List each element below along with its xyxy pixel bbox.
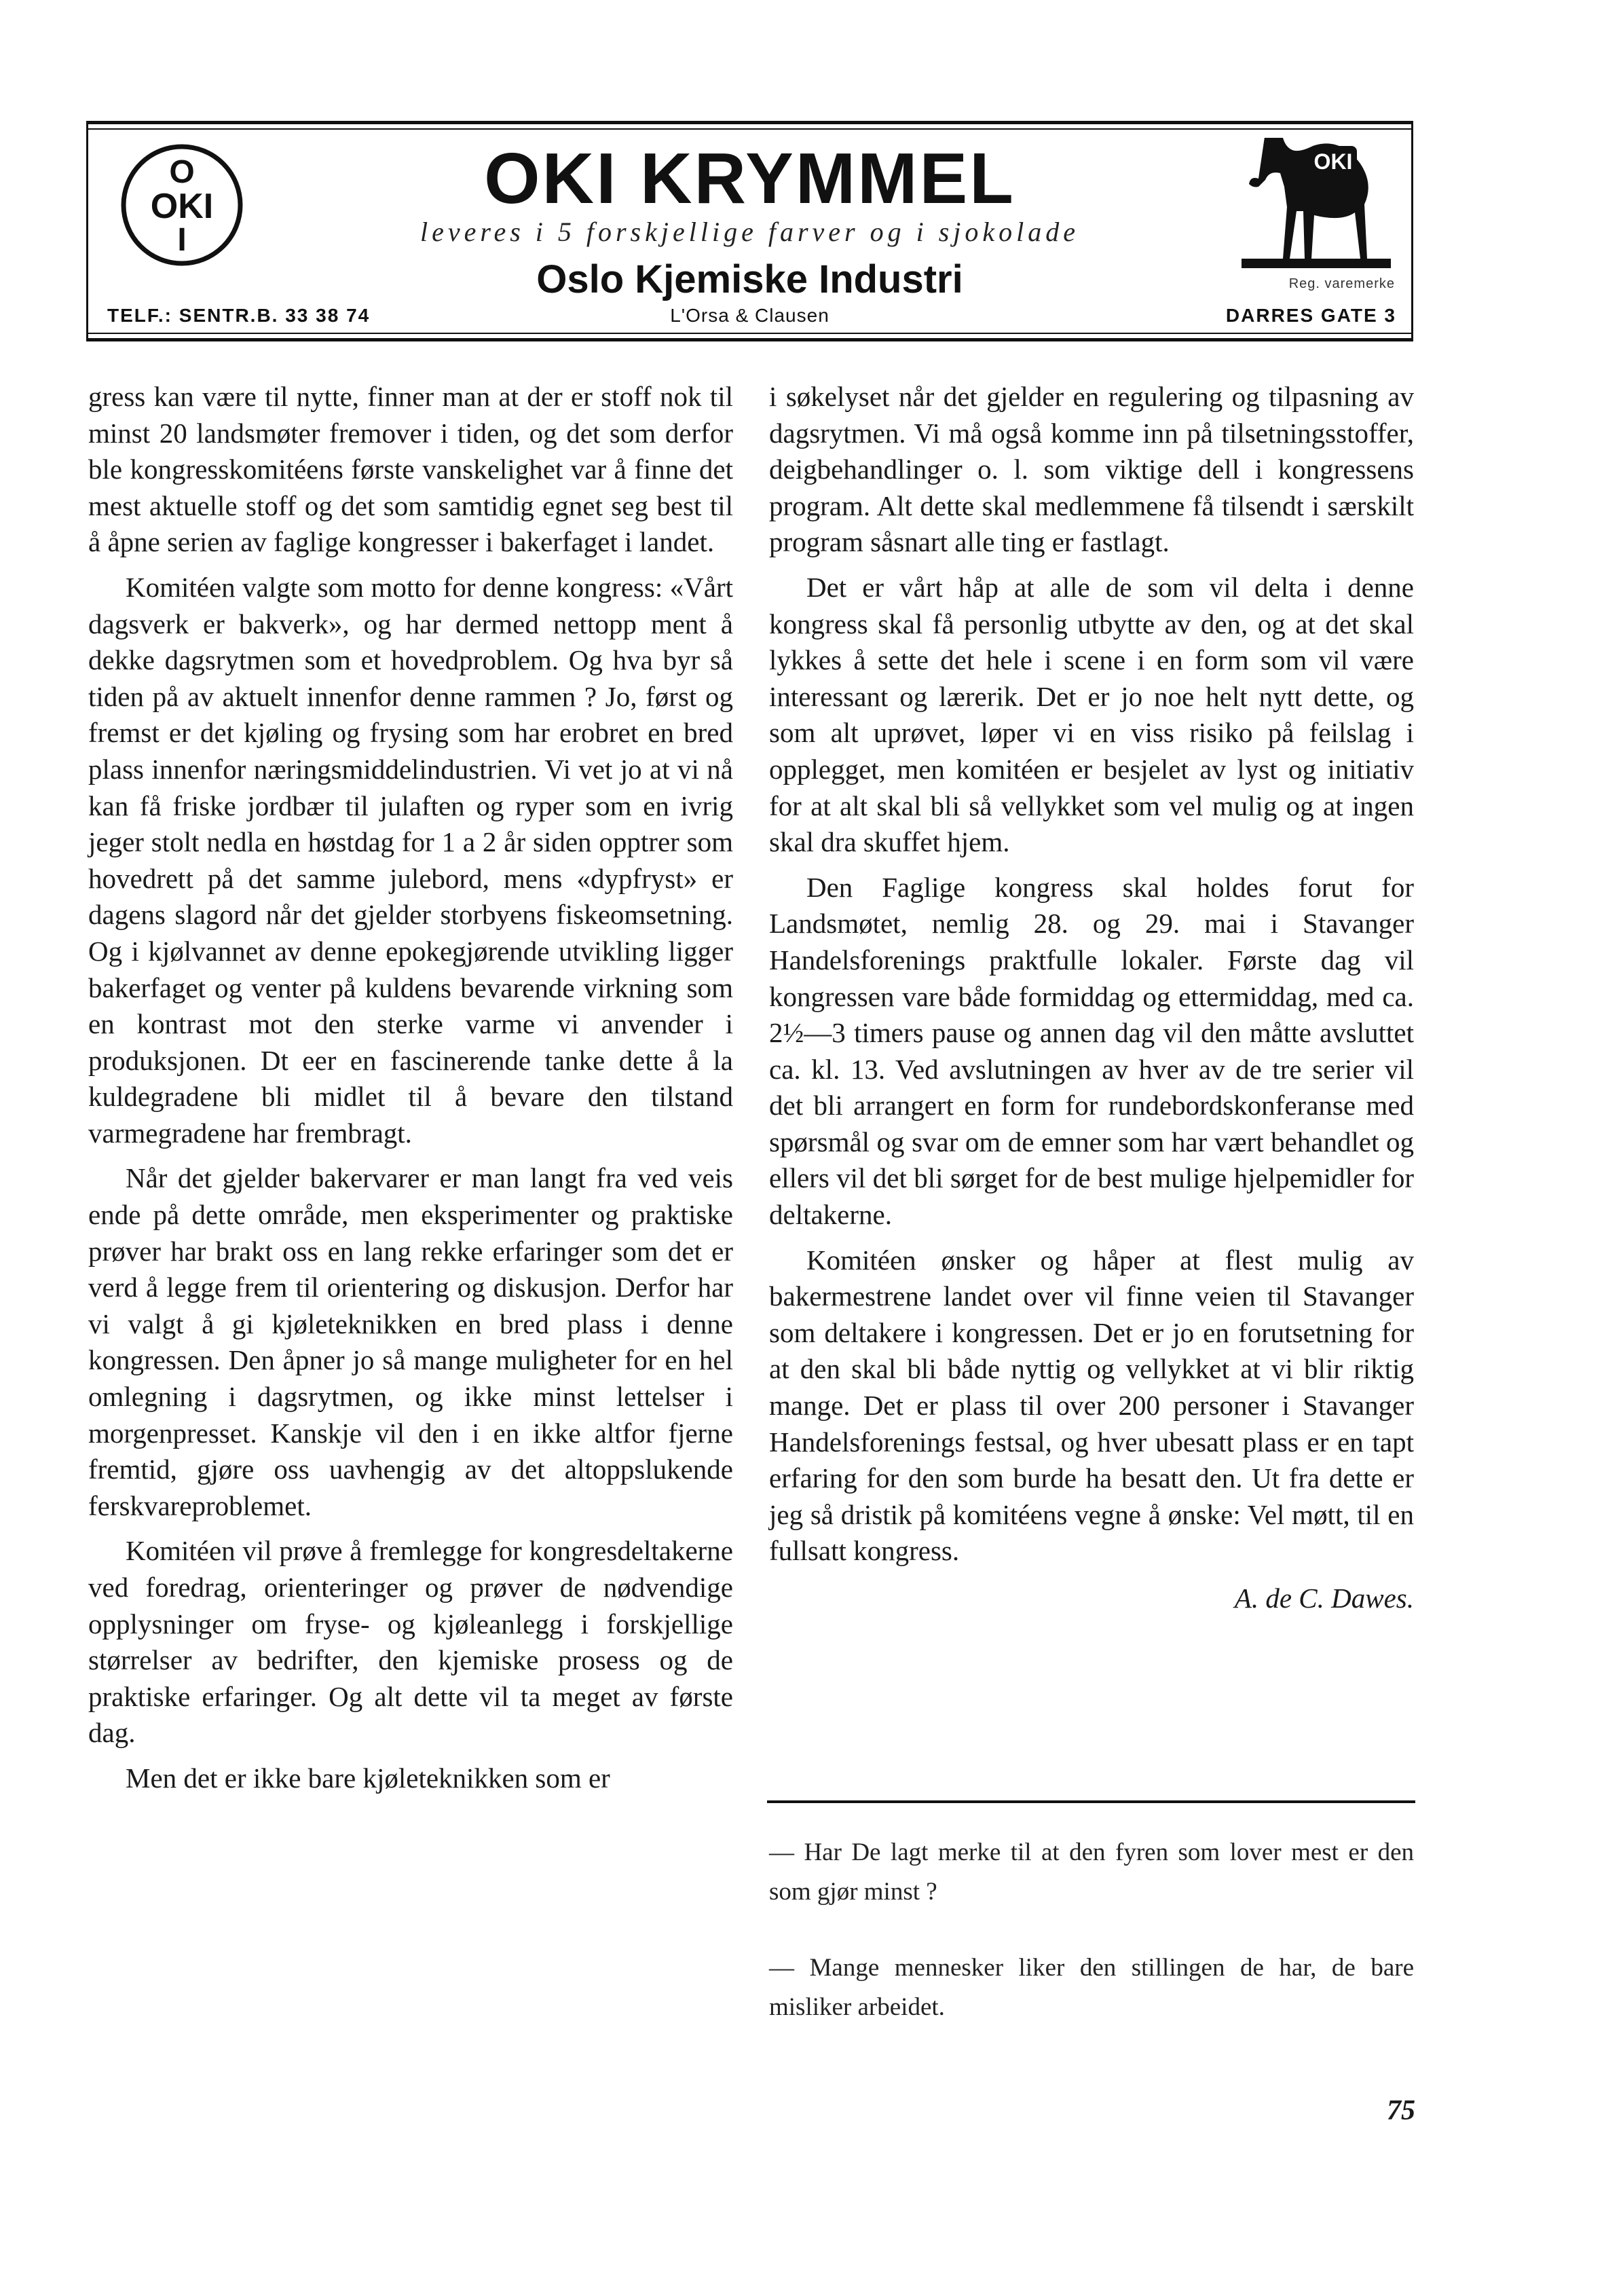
article-left-column	[88, 379, 733, 1806]
left-paragraph: Komitéen valgte som motto for denne kongress: «Vårt dagsverk er bakverk», og har dermed nettopp ment å dekke dagsrytmen som et hovedproblem. Og hva byr så tiden på av aktuelt innenfor denne rammen ? Jo, først og fremst er det kjøling og frysing som har erobret en bred plass innenfor næringsmiddelindustrien. Vi vet jo at vi nå kan få friske jordbær til julaften og ryper som en ivrig jeger stolt nedla en høstdag for 1 a 2 år siden opptrer som hovedrett på det samme julebord, mens «dypfryst» er dagens slagord når det gjelder storbyens fiskeomsetning. Og i kjølvannet av denne epokegjørende utvikling ligger bakerfaget og venter på kuldens bevarende virkning som en kontrast mot den sterke varme vi anvender i produksjonen. Dt eer en fascinerende tanke dette å la kuldegradene bli midlet til å bevare den tilstand varmegradene har frembragt.	[88, 571, 733, 1149]
logo-letter-top: O	[169, 154, 195, 190]
right-paragraph: Den Faglige kongress skal holdes forut for Landsmøtet, nemlig 28. og 29. mai i Stavanger Handelsforenings praktfulle lokaler. Første dag vil kongressen vare både formiddag og ettermiddag, med ca. 2½—3 timers pause og annen dag vil den måtte avsluttet ca. kl. 13. Ved avslutningen av hver av de tre serier vil det bli arrangert en form for rundebordskonferanse med spørsmål og svar om de emner som har vært behandlet og ellers vil det bli sørget for de best mulige hjelpemidler for deltakerne.	[769, 871, 1414, 1231]
article-signature: A. de C. Dawes.	[1234, 1582, 1414, 1614]
advertisement-box	[86, 121, 1413, 341]
right-paragraph: i søkelyset når det gjelder en regulering og tilpasning av dagsrytmen. Vi må også komme inn på tilsetningsstoffer, deigbehandlinger o. l. som viktige dell i kongressens program. Alt dette skal medlemmene få tilsendt i særskilt program såsnart alle ting er fastlagt.	[769, 381, 1414, 558]
ad-subtitle: leveres i 5 forskjellige farver og i sjokolade	[419, 217, 1080, 247]
ad-bottom-rule	[88, 333, 1411, 334]
right-paragraph: Komitéen ønsker og håper at flest mulig av bakermestrene landet over vil finne veien til Stavanger som deltakere i kongressen. Det er jo en forutsetning for at den skal bli både nyttig og vellykket at vi blir riktig mange. Det er plass til over 200 personer i Stavanger Handelsforenings festsal, og hver ubesatt plass er en tapt erfaring for den som burde ha besatt den. Ut fra dette er jeg så dristik på komitéens vegne å ønske: Vel møtt, til en fullsatt kongress.	[769, 1244, 1414, 1567]
left-paragraph: gress kan være til nytte, finner man at der er stoff nok til minst 20 landsmøter fremover i tiden, og det som derfor ble kongresskomitéens første vanskelighet var å finne det mest aktuelle stoff og det som samtidig egnet seg best til å åpne serien av faglige kongresser i bakerfaget i landet.	[88, 381, 733, 558]
left-paragraph: Komitéen vil prøve å fremlegge for kongresdeltakerne ved foredrag, orienteringer og prøver de nødvendige opplysninger om fryse- og kjøleanlegg i forskjellige størrelser av bedrifter, den kjemiske prosess og de praktiske erfaringer. Og alt dette vil ta meget av første dag.	[88, 1535, 733, 1749]
right-paragraph: Det er vårt håp at alle de som vil delta i denne kongress skal få personlig utbytte av den, og at det skal lykkes å sette det hele i scene i en form som vil være interessant og lærerik. Det er jo noe helt nytt dette, og som alt uprøvet, løper vi en viss risiko på feilslag i opplegget, men komitéen er besjelet av lyst og initiativ for at alt skal bli så vellykket som vel mulig og at ingen skal dra skuffet hjem.	[769, 571, 1414, 858]
ad-title: OKI KRYMMEL	[484, 138, 1015, 219]
joke-item: — Har De lagt merke til at den fyren som lover mest er den som gjør minst ?	[769, 1838, 1414, 1906]
left-paragraph: Men det er ikke bare kjøleteknikken som er	[126, 1762, 610, 1794]
page-number: 75	[1387, 2095, 1415, 2126]
article-right-column	[769, 379, 1414, 1617]
camel-label: OKI	[1313, 149, 1353, 174]
reg-mark: Reg. varemerke	[1288, 276, 1395, 291]
logo-letter-bottom: I	[177, 222, 187, 258]
left-paragraph: Når det gjelder bakervarer er man langt fra ved veis ende på dette område, men eksperimenter og praktiske prøver har brakt oss en lang rekke erfaringer som det er verd å legge frem til orientering og diskusjon. Derfor har vi valgt å gi kjøleteknikken en bred plass i denne kongressen. Den åpner jo så mange muligheter for en hel omlegning i dagsrytmen, og ikke minst lettelser i morgenpresset. Kanskje vil den i en ikke altfor fjerne fremtid, gjøre oss uavhengig av det altoppslukende ferskvareproblemet.	[88, 1162, 733, 1521]
ad-company: Oslo Kjemiske Industri	[536, 257, 963, 301]
logo-word: OKI	[150, 187, 214, 226]
ad-address: DARRES GATE 3	[1225, 305, 1396, 326]
joke-item: — Mange mennesker liker den stillingen de har, de bare misliker arbeidet.	[769, 1954, 1414, 2021]
camel-trademark-icon	[1238, 138, 1394, 274]
ad-telephone: TELF.: SENTR.B. 33 38 74	[107, 305, 371, 326]
ad-top-rule	[88, 128, 1411, 130]
ad-owner: L'Orsa & Clausen	[670, 305, 829, 326]
section-divider	[767, 1800, 1415, 1803]
